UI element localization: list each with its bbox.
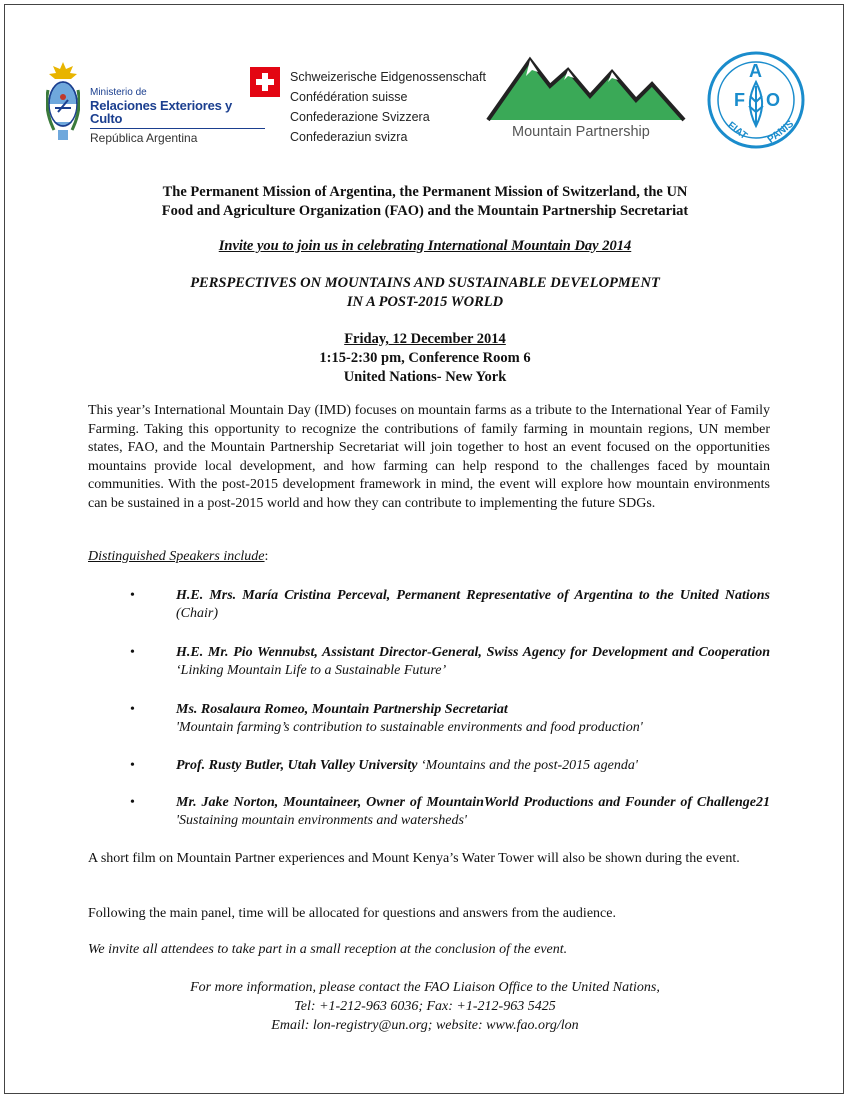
bullet-icon: • xyxy=(130,795,135,810)
speaker-talk: (Chair) xyxy=(176,606,218,621)
speaker-name: H.E. Mr. Pio Wennubst, Assistant Director-General, Swiss Agency for Development and Cooperation xyxy=(176,645,770,660)
argentina-coat-of-arms-icon xyxy=(46,60,80,144)
speaker-name: Prof. Rusty Butler, Utah Valley University xyxy=(176,758,418,773)
contact-line2: Tel: +1-212-963 6036; Fax: +1-212-963 5425 xyxy=(294,999,556,1014)
organizers-heading xyxy=(0,183,850,221)
speakers-heading-colon: : xyxy=(264,549,269,564)
bullet-icon: • xyxy=(130,702,135,717)
bullet-icon: • xyxy=(130,645,135,660)
speaker-name: H.E. Mrs. María Cristina Perceval, Permanent Representative of Argentina to the United Nations xyxy=(176,588,770,603)
event-place: United Nations- New York xyxy=(343,369,507,385)
fao-motto-fiat: FIAT xyxy=(725,120,750,142)
bullet-icon: • xyxy=(130,758,135,773)
event-title xyxy=(0,274,850,312)
argentina-logo-line1: Ministerio de xyxy=(90,87,147,98)
reception-paragraph: We invite all attendees to take part in a small reception at the conclusion of the event. xyxy=(88,942,568,957)
fao-letter-o: O xyxy=(766,90,781,110)
speaker-name: Mr. Jake Norton, Mountaineer, Owner of MountainWorld Productions and Founder of Challenge21 xyxy=(176,795,770,810)
event-details xyxy=(0,330,850,387)
swiss-confederation-logo xyxy=(250,67,486,157)
event-time: 1:15-2:30 pm, Conference Room 6 xyxy=(319,350,531,366)
qa-paragraph: Following the main panel, time will be allocated for questions and answers from the audience. xyxy=(88,906,616,921)
contact-line3: Email: lon-registry@un.org; website: www.fao.org/lon xyxy=(271,1018,579,1033)
event-title-line1: PERSPECTIVES ON MOUNTAINS AND SUSTAINABLE DEVELOPMENT xyxy=(190,275,660,291)
swiss-logo-line-rm: Confederaziun svizra xyxy=(290,130,408,144)
mountain-partnership-logo xyxy=(486,56,686,152)
speaker-talk: ‘Mountains and the post-2015 agenda' xyxy=(417,758,638,773)
organizers-line2: Food and Agriculture Organization (FAO) and the Mountain Partnership Secretariat xyxy=(161,203,689,219)
speaker-talk: 'Sustaining mountain environments and watersheds' xyxy=(176,813,467,828)
argentina-ministry-logo xyxy=(46,60,246,150)
logo-bar xyxy=(0,52,850,162)
argentina-logo-line3: República Argentina xyxy=(90,130,198,145)
fao-motto-panis: PANIS xyxy=(765,118,796,146)
swiss-logo-line-de: Schweizerische Eidgenossenschaft xyxy=(290,70,486,84)
speakers-heading-label: Distinguished Speakers include xyxy=(88,549,265,564)
speaker-talk: 'Mountain farming’s contribution to sustainable environments and food production' xyxy=(176,720,643,735)
swiss-cross-icon xyxy=(250,67,280,97)
swiss-logo-line-fr: Confédération suisse xyxy=(290,90,408,104)
mountain-partnership-label: Mountain Partnership xyxy=(512,124,650,140)
mountain-peaks-icon xyxy=(486,56,686,122)
speaker-name: Ms. Rosalaura Romeo, Mountain Partnership Secretariat xyxy=(176,702,508,717)
invitation-line: Invite you to join us in celebrating International Mountain Day 2014 xyxy=(218,238,632,254)
intro-paragraph: This year’s International Mountain Day (IMD) focuses on mountain farms as a tribute to the International Year of Family Farming. Taking this opportunity to recognize the contributions of family farming in mountain regions, UN member states, FAO, and the Mountain Partnership Secretariat will join together to host an event focused on the opportunities mountains provide local development, and how farming can help respond to the challenges faced by mountain communities. With the post-2015 development framework in mind, the event will explore how mountain environments can be sustained in a post-2015 world and how they can contribute to implementing the future SDGs. xyxy=(88,403,770,511)
speaker-talk: ‘Linking Mountain Life to a Sustainable Future’ xyxy=(176,663,447,678)
fao-letter-a: A xyxy=(749,61,762,81)
argentina-logo-rule xyxy=(90,128,265,129)
argentina-logo-line2: Relaciones Exteriores y Culto xyxy=(90,97,233,127)
organizers-line1: The Permanent Mission of Argentina, the Permanent Mission of Switzerland, the UN xyxy=(162,184,688,200)
fao-letter-f: F xyxy=(734,90,745,110)
swiss-logo-line-it: Confederazione Svizzera xyxy=(290,110,430,124)
contact-info xyxy=(0,978,850,1035)
film-paragraph: A short film on Mountain Partner experiences and Mount Kenya’s Water Tower will also be shown during the event. xyxy=(88,851,740,866)
contact-line1: For more information, please contact the FAO Liaison Office to the United Nations, xyxy=(190,980,660,995)
event-date: Friday, 12 December 2014 xyxy=(344,331,506,347)
event-title-line2: IN A POST-2015 WORLD xyxy=(346,294,504,310)
fao-logo xyxy=(706,50,806,150)
speakers-heading xyxy=(88,549,268,565)
bullet-icon: • xyxy=(130,588,135,603)
